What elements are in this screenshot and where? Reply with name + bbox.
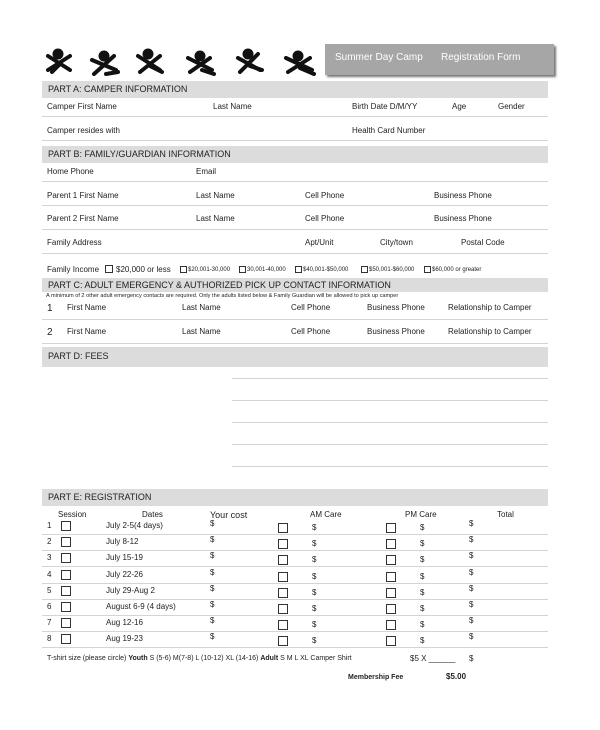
session-number: 3: [47, 553, 52, 562]
contact2-cell-label: Cell Phone: [291, 327, 331, 336]
session-number: 7: [47, 618, 52, 627]
total-currency: $: [469, 551, 474, 560]
am-currency: $: [312, 620, 317, 629]
gender-label: Gender: [498, 102, 525, 111]
home-phone-label: Home Phone: [47, 167, 94, 176]
income-option-2: 30,001-40,000: [247, 267, 286, 273]
parent1-last-label: Last Name: [196, 191, 235, 200]
pm-care-checkbox[interactable]: [386, 523, 396, 533]
contact1-relation-label: Relationship to Camper: [448, 303, 532, 312]
income-option-3: $40,001-$50,000: [303, 267, 349, 273]
am-currency: $: [312, 572, 317, 581]
session-header: Session: [58, 510, 87, 519]
pm-care-checkbox[interactable]: [386, 539, 396, 549]
session-number: 6: [47, 602, 52, 611]
total-currency: $: [469, 568, 474, 577]
session-dates: Aug 19-23: [106, 634, 143, 643]
field-line[interactable]: [42, 116, 548, 117]
field-line[interactable]: [42, 343, 548, 344]
cost-currency: $: [210, 616, 215, 625]
total-currency: $: [469, 600, 474, 609]
pm-currency: $: [420, 555, 425, 564]
pm-care-checkbox[interactable]: [386, 588, 396, 598]
am-currency: $: [312, 588, 317, 597]
am-currency: $: [312, 636, 317, 645]
am-care-header: AM Care: [310, 510, 342, 519]
am-currency: $: [312, 539, 317, 548]
contact1-last-label: Last Name: [182, 303, 221, 312]
session-number: 1: [47, 521, 52, 530]
total-header: Total: [497, 510, 514, 519]
tshirt-total[interactable]: $: [469, 654, 474, 663]
pm-currency: $: [420, 588, 425, 597]
income-checkbox[interactable]: [361, 266, 368, 273]
part-d-header: [42, 347, 548, 367]
pm-care-header: PM Care: [405, 510, 437, 519]
contact-num-1: 1: [47, 303, 53, 314]
camper-first-name-label: Camper First Name: [47, 102, 117, 111]
tshirt-adult-label: Adult: [260, 655, 279, 662]
contact1-cell-label: Cell Phone: [291, 303, 331, 312]
field-line[interactable]: [42, 319, 548, 320]
contact1-business-label: Business Phone: [367, 303, 425, 312]
am-care-checkbox[interactable]: [278, 523, 288, 533]
am-care-checkbox[interactable]: [278, 572, 288, 582]
contact1-first-label: First Name: [67, 303, 107, 312]
fee-line[interactable]: [232, 378, 548, 379]
am-care-checkbox[interactable]: [278, 539, 288, 549]
resides-with-label: Camper resides with: [47, 126, 120, 135]
field-line[interactable]: [42, 140, 548, 141]
session-checkbox[interactable]: [61, 553, 71, 563]
cost-currency: $: [210, 584, 215, 593]
income-checkbox[interactable]: [295, 266, 302, 273]
income-option-0: $20,000 or less: [116, 265, 171, 274]
row-line: [42, 647, 548, 648]
cost-currency: $: [210, 519, 215, 528]
pm-currency: $: [420, 636, 425, 645]
age-label: Age: [452, 102, 467, 111]
parent1-cell-label: Cell Phone: [305, 191, 345, 200]
membership-fee-value: $5.00: [446, 672, 467, 681]
tshirt-price[interactable]: $5 X ______: [410, 654, 456, 663]
income-checkbox[interactable]: [424, 266, 431, 273]
session-checkbox[interactable]: [61, 570, 71, 580]
parent2-cell-label: Cell Phone: [305, 214, 345, 223]
total-currency: $: [469, 535, 474, 544]
contact2-relation-label: Relationship to Camper: [448, 327, 532, 336]
am-currency: $: [312, 555, 317, 564]
email-label: Email: [196, 167, 217, 176]
session-number: 8: [47, 634, 52, 643]
field-line[interactable]: [42, 205, 548, 206]
am-care-checkbox[interactable]: [278, 636, 288, 646]
pm-care-checkbox[interactable]: [386, 572, 396, 582]
session-checkbox[interactable]: [61, 537, 71, 547]
pm-care-checkbox[interactable]: [386, 636, 396, 646]
session-dates: July 8-12: [106, 537, 139, 546]
birth-date-label: Birth Date D/M/YY: [352, 102, 418, 111]
fee-line[interactable]: [232, 422, 548, 423]
income-option-5: $60,000 or greater: [432, 267, 482, 273]
contact2-first-label: First Name: [67, 327, 107, 336]
pm-care-checkbox[interactable]: [386, 620, 396, 630]
part-c-header: [42, 278, 548, 292]
tshirt-adult-sizes[interactable]: S M L XL Camper Shirt: [280, 655, 352, 662]
kids-figures-icon: [40, 48, 325, 76]
contact-num-2: 2: [47, 327, 53, 338]
fee-line[interactable]: [232, 466, 548, 467]
session-checkbox[interactable]: [61, 618, 71, 628]
fee-line[interactable]: [232, 444, 548, 445]
total-currency: $: [469, 616, 474, 625]
session-number: 2: [47, 537, 52, 546]
health-card-label: Health Card Number: [352, 126, 426, 135]
family-address-label: Family Address: [47, 238, 102, 247]
cost-currency: $: [210, 551, 215, 560]
part-a-title: PART A: CAMPER INFORMATION: [48, 84, 188, 94]
part-e-header: [42, 489, 548, 506]
total-currency: $: [469, 584, 474, 593]
form-title-left: Summer Day Camp: [335, 52, 423, 63]
contact2-business-label: Business Phone: [367, 327, 425, 336]
parent1-first-label: Parent 1 First Name: [47, 191, 119, 200]
session-checkbox[interactable]: [61, 634, 71, 644]
your-cost-header: Your cost: [210, 510, 248, 520]
part-a-header: [42, 81, 548, 98]
dates-header: Dates: [142, 510, 163, 519]
contact2-last-label: Last Name: [182, 327, 221, 336]
family-income-label: Family Income: [47, 265, 100, 274]
part-b-title: PART B: FAMILY/GUARDIAN INFORMATION: [48, 149, 231, 159]
total-currency: $: [469, 519, 474, 528]
session-dates: Aug 12-16: [106, 618, 143, 627]
income-checkbox[interactable]: [239, 266, 246, 273]
pm-care-checkbox[interactable]: [386, 604, 396, 614]
city-town-label: City/town: [380, 238, 413, 247]
am-currency: $: [312, 604, 317, 613]
membership-fee-label: Membership Fee: [348, 674, 404, 681]
pm-currency: $: [420, 604, 425, 613]
session-checkbox[interactable]: [61, 586, 71, 596]
am-care-checkbox[interactable]: [278, 588, 288, 598]
session-checkbox[interactable]: [61, 602, 71, 612]
tshirt-prefix: T-shirt size (please circle): [47, 655, 127, 662]
part-c-title: PART C: ADULT EMERGENCY & AUTHORIZED PICK UP CONTACT INFORMATION: [48, 280, 391, 290]
income-checkbox[interactable]: [105, 265, 113, 273]
cost-currency: $: [210, 600, 215, 609]
session-number: 4: [47, 570, 52, 579]
income-option-1: $20,001-30,000: [188, 267, 231, 273]
pm-currency: $: [420, 572, 425, 581]
pm-currency: $: [420, 539, 425, 548]
apt-unit-label: Apt/Unit: [305, 238, 334, 247]
form-title-right: Registration Form: [441, 52, 521, 63]
form-title-box: [325, 44, 554, 75]
part-e-title: PART E: REGISTRATION: [48, 492, 152, 502]
session-checkbox[interactable]: [61, 521, 71, 531]
am-currency: $: [312, 523, 317, 532]
session-number: 5: [47, 586, 52, 595]
am-care-checkbox[interactable]: [278, 555, 288, 565]
field-line[interactable]: [42, 253, 548, 254]
cost-currency: $: [210, 632, 215, 641]
row-line: [42, 566, 548, 567]
total-currency: $: [469, 632, 474, 641]
cost-currency: $: [210, 568, 215, 577]
part-b-header: [42, 146, 548, 163]
parent2-first-label: Parent 2 First Name: [47, 214, 119, 223]
cost-currency: $: [210, 535, 215, 544]
field-line[interactable]: [42, 229, 548, 230]
am-care-checkbox[interactable]: [278, 604, 288, 614]
pm-currency: $: [420, 620, 425, 629]
session-dates: August 6-9 (4 days): [106, 602, 176, 611]
tshirt-youth-sizes[interactable]: S (5-6) M(7-8) L (10-12) XL (14-16): [149, 655, 259, 662]
part-c-note: A minimum of 2 other adult emergency contacts are required. Only the adults listed below & Family Guardian will be allowed to pick up camper: [46, 293, 399, 299]
parent2-last-label: Last Name: [196, 214, 235, 223]
income-option-4: $50,001-$60,000: [369, 267, 415, 273]
session-dates: July 29-Aug 2: [106, 586, 155, 595]
part-d-title: PART D: FEES: [48, 351, 109, 361]
session-dates: July 2-5(4 days): [106, 521, 163, 530]
pm-currency: $: [420, 523, 425, 532]
am-care-checkbox[interactable]: [278, 620, 288, 630]
pm-care-checkbox[interactable]: [386, 555, 396, 565]
field-line[interactable]: [42, 181, 548, 182]
income-checkbox[interactable]: [180, 266, 187, 273]
tshirt-row: [47, 655, 352, 662]
parent1-business-label: Business Phone: [434, 191, 492, 200]
parent2-business-label: Business Phone: [434, 214, 492, 223]
postal-code-label: Postal Code: [461, 238, 505, 247]
fee-line[interactable]: [232, 400, 548, 401]
session-dates: July 15-19: [106, 553, 143, 562]
camper-last-name-label: Last Name: [213, 102, 252, 111]
session-dates: July 22-26: [106, 570, 143, 579]
tshirt-youth-label: Youth: [128, 655, 148, 662]
